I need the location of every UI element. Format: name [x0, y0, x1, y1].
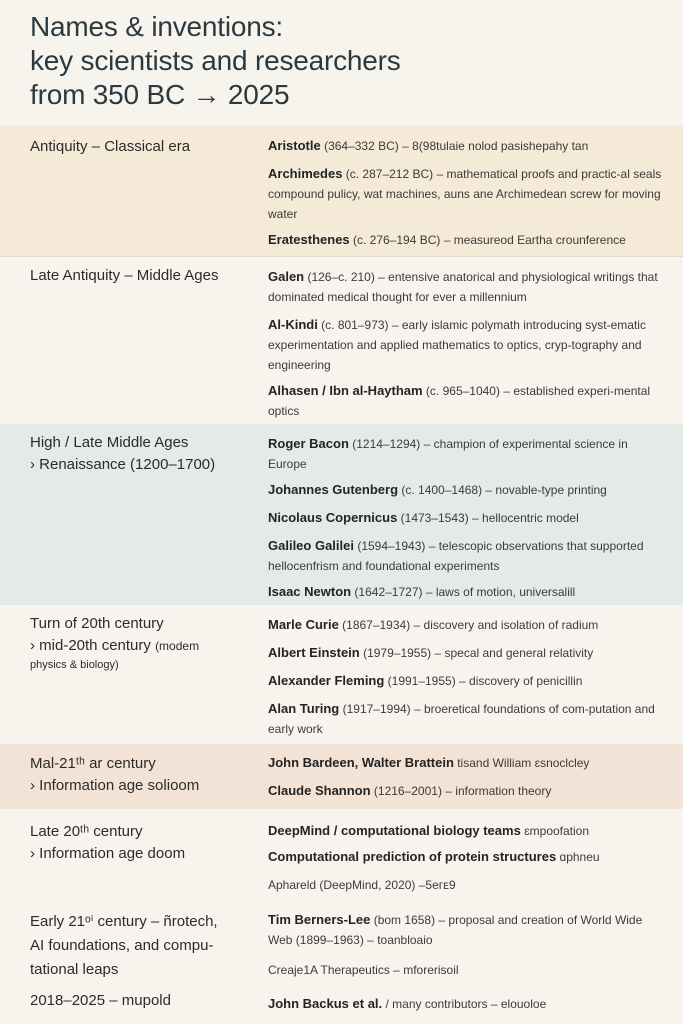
entry-name: Eratesthenes [268, 232, 350, 247]
entry-name: DeepMind / computational biology teams [268, 823, 521, 838]
era-label-line: Turn of 20th century [30, 615, 164, 632]
era-label-line: Late 20ᵗʰ century [30, 823, 143, 840]
entry-fleming [268, 671, 668, 691]
entry-name: John Bardeen, Walter Brattein [268, 755, 454, 770]
entry-text: (c. 801–973) – early islamic polymath introducing syst-ematic experimentation and applied mathematics to optics, cryp-tography and engineering [268, 318, 646, 372]
entry-name: Johannes Gutenberg [268, 482, 399, 497]
entry-text: (1991–1955) – discovery of penicillin [384, 674, 583, 688]
entry-name: Tim Berners-Lee [268, 912, 371, 927]
entry-einstein [268, 643, 668, 663]
entry-name: Roger Bacon [268, 436, 349, 451]
entry-text: (c. 276–194 BC) – measureod Eartha crounference [349, 233, 626, 247]
era-sublabel [30, 990, 260, 1012]
era-middle-ages-renaissance [0, 424, 683, 605]
era-label-line: › mid-20th century [30, 637, 151, 654]
entry-name: Claude Shannon [268, 783, 371, 798]
title-line-2: key scientists and researchers [30, 45, 401, 76]
entry-text: (1867–1934) – discovery and isolation of radium [338, 618, 599, 632]
era-late-antiquity [0, 257, 683, 424]
entry-name: Galileo Galilei [268, 538, 354, 553]
era-label-line: › Information age doom [30, 845, 186, 862]
era-label [30, 821, 260, 865]
entry-alphafold [268, 875, 668, 895]
era-label [30, 432, 260, 476]
entry-text: (1979–1955) – specal and general relativity [359, 646, 594, 660]
entry-text: ɛmpoofation [520, 824, 590, 838]
entry-name: John Backus et al. [268, 996, 383, 1011]
entry-galen [268, 267, 668, 307]
entry-berners-lee [268, 910, 668, 950]
era-antiquity [0, 126, 683, 256]
era-label-line: Mal-21ᵗʰ ar century [30, 755, 156, 772]
entry-aristotle [268, 136, 668, 156]
entry-text: (1642–1727) – laws of motion, universalill [351, 585, 576, 599]
entry-text: tisand William ɛsnoclcley [453, 756, 590, 770]
era-label-line: 2018–2025 – mupold [30, 992, 171, 1009]
entry-text: (1594–1943) – telescopic observations that supported hellocenfrism and foundational experiments [268, 539, 644, 573]
entry-copernicus [268, 508, 668, 528]
entry-name: Archimedes [268, 166, 343, 181]
era-label [30, 613, 260, 673]
entry-name: Marle Curie [268, 617, 339, 632]
entry-therapeutics [268, 960, 668, 980]
entry-text: (c. 287–212 BC) – mathematical proofs and practic-al seals compound pulicy, wat machines, auns ane Archimedean screw for moving water [268, 167, 662, 221]
era-label-line: › Renaissance (1200–1700) [30, 456, 216, 473]
entry-name: Galen [268, 269, 305, 284]
entry-text: (c. 1400–1468) – novable-type printing [398, 483, 607, 497]
era-label-line: tational leaps [30, 961, 119, 978]
entry-bardeen-brattain-shockley [268, 753, 668, 773]
entry-newton [268, 582, 668, 602]
entry-text: Aphareld (DeepMind, 2020) –5eᴦᴇ9 [268, 878, 456, 892]
entry-text: (1214–1294) – champion of experimental science in Europe [268, 437, 628, 471]
entry-text: (126–c. 210) – entensive anatorical and physiological writings that dominated medical thought for ever a millennium [268, 270, 658, 304]
era-20th-century [0, 605, 683, 744]
title-line-3: from 350 BC → 2025 [30, 79, 290, 110]
entry-name: Alhasen / Ibn al-Haytham [268, 383, 423, 398]
entry-text: ɑphneu [556, 850, 600, 864]
era-information-age-2 [0, 809, 683, 904]
entry-al-kindi [268, 315, 668, 375]
entry-name: Aristotle [268, 138, 321, 153]
entry-text: (1216–2001) – information theory [370, 784, 552, 798]
entry-eratosthenes [268, 230, 668, 250]
era-early-21st-century [0, 904, 683, 1024]
entry-alhazen [268, 381, 668, 421]
era-label-line: physics & biology) [30, 659, 119, 671]
entry-name: Albert Einstein [268, 645, 360, 660]
entry-archimedes [268, 164, 668, 224]
entry-text: / many contributors – elouoloe [382, 997, 547, 1011]
era-label-line: › Information age solioom [30, 777, 200, 794]
entry-curie [268, 615, 668, 635]
era-label-line: Early 21ᵒⁱ century – ñrotech, [30, 913, 218, 930]
era-label-line: AI foundations, and compu- [30, 937, 214, 954]
entry-text: (1917–1994) – broeretical foundations of com-putation and early work [268, 702, 655, 736]
entry-name: Alan Turing [268, 701, 340, 716]
entry-roger-bacon [268, 434, 668, 474]
entry-name: Nicolaus Copernicus [268, 510, 398, 525]
era-label [30, 265, 260, 287]
entry-text: (bom 1658) – proposal and creation of World Wide Web (1899–1963) – toanbloaio [268, 913, 643, 947]
era-label [30, 136, 260, 158]
entry-shannon [268, 781, 668, 801]
entry-text: (c. 965–1040) – established experi-mental optics [268, 384, 651, 418]
entry-backus [268, 994, 668, 1014]
era-label-line: High / Late Middle Ages [30, 434, 189, 451]
entry-name: Al-Kindi [268, 317, 318, 332]
entry-deepmind [268, 821, 668, 841]
title-line-1: Names & inventions: [30, 11, 283, 42]
entry-turing [268, 699, 668, 739]
era-label-line: Antiquity – Classical era [30, 138, 191, 155]
entry-text: Creaje1A Therapeutics – mforerisoil [268, 963, 459, 977]
era-label-line: Late Antiquity – Middle Ages [30, 267, 219, 284]
entry-name: Alexander Fleming [268, 673, 385, 688]
entry-name: Isaac Newton [268, 584, 352, 599]
page-title [30, 10, 660, 112]
era-label [30, 910, 260, 982]
entry-text: (364–332 BC) – 8(98tulaie nolod pasishepahy tan [320, 139, 589, 153]
entry-gutenberg [268, 480, 668, 500]
era-information-age-1 [0, 744, 683, 809]
entry-protein-structure [268, 847, 668, 867]
era-label [30, 753, 260, 797]
entry-galileo [268, 536, 668, 576]
entry-name: Computational prediction of protein structures [268, 849, 557, 864]
entry-text: (1473–1543) – hellocentric model [397, 511, 579, 525]
era-label-note: (modem [155, 639, 200, 653]
